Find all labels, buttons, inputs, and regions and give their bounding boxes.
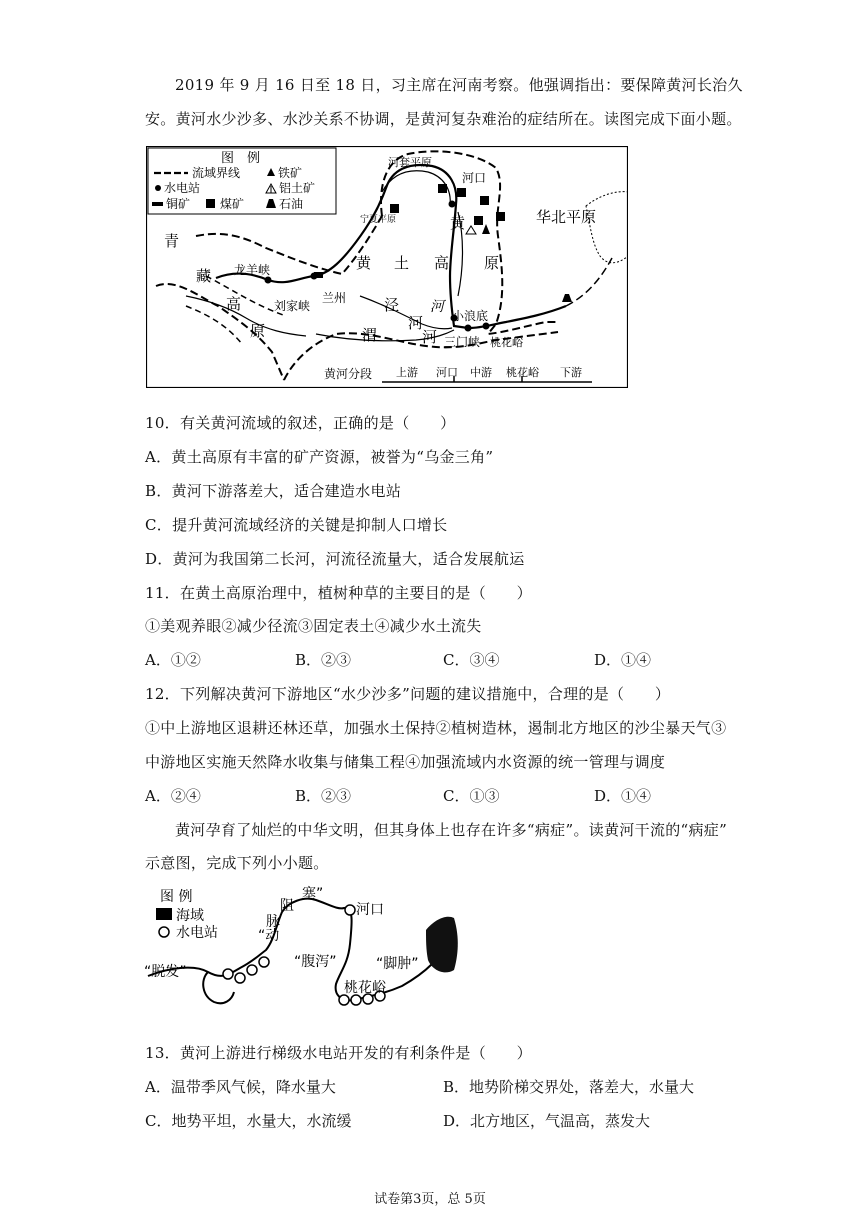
intro2-line-2: 示意图，完成下列小小题。 bbox=[145, 854, 329, 872]
q12-option-c: C．①③ bbox=[443, 787, 500, 805]
page-footer: 试卷第3页，总 5页 bbox=[374, 1192, 486, 1207]
q13-option-c: C．地势平坦，水量大，水流缓 bbox=[145, 1112, 352, 1130]
q11-option-c: C．③④ bbox=[443, 651, 500, 669]
q12-items-2: 中游地区实施天然降水收集与储集工程④加强流域内水资源的统一管理与调度 bbox=[145, 753, 666, 771]
legend-copper-label: 铜矿 bbox=[166, 197, 191, 211]
label-tuofa: “脱发” bbox=[144, 964, 187, 980]
q12-items-1: ①中上游地区退耕还林还草，加强水土保持②植树造林，遏制北方地区的沙尘暴天气③ bbox=[145, 719, 727, 737]
label-jing: 泾 bbox=[384, 296, 400, 314]
q13-stem: 13．黄河上游进行梯级水电站开发的有利条件是（ ） bbox=[145, 1044, 532, 1062]
seg-hekou: 河口 bbox=[436, 366, 458, 379]
station-5 bbox=[339, 995, 349, 1005]
intro2-line-1: 黄河孕育了灿烂的中华文明，但其身体上也存在许多“病症”。读黄河干流的“病症” bbox=[175, 821, 728, 839]
map2-legend-title: 图 例 bbox=[160, 889, 193, 905]
hydro-legend-icon bbox=[159, 927, 169, 937]
seg-upper: 上游 bbox=[396, 366, 418, 379]
hydro-station-icon bbox=[155, 185, 161, 191]
label-zang: 藏 bbox=[196, 267, 212, 285]
label-he-river: 河 bbox=[430, 299, 444, 315]
yellow-river-symptoms-map bbox=[144, 884, 464, 1020]
label-huabei: 华北平原 bbox=[536, 208, 597, 226]
label-mai: 脉 bbox=[266, 914, 280, 930]
label-ningxia: 宁夏平原 bbox=[360, 215, 397, 225]
q10-option-d: D．黄河为我国第二长河，河流径流量大，适合发展航运 bbox=[145, 550, 525, 568]
station-hekou bbox=[345, 905, 355, 915]
q12-option-b: B．②③ bbox=[295, 787, 352, 805]
coal-mine-1 bbox=[438, 184, 447, 193]
q13-option-a: A．温带季风气候，降水量大 bbox=[145, 1078, 336, 1096]
label-hekou-2: 河口 bbox=[356, 902, 384, 918]
q12-stem: 12．下列解决黄河下游地区“水少沙多”问题的建议措施中，合理的是（ ） bbox=[145, 685, 671, 703]
label-hetao: 河套平原 bbox=[388, 156, 432, 169]
seg-title: 黄河分段 bbox=[324, 367, 373, 381]
station-4 bbox=[259, 957, 269, 967]
label-he2: 河 bbox=[408, 314, 424, 332]
intro-line-2: 安。黄河水少沙多、水沙关系不协调，是黄河复杂难治的症结所在。读图完成下面小题。 bbox=[145, 110, 742, 128]
label-gao2: 高 bbox=[434, 254, 450, 272]
q10-option-b: B．黄河下游落差大，适合建造水电站 bbox=[145, 482, 402, 500]
label-yuan: 原 bbox=[250, 322, 266, 340]
map2-legend-sea: 海域 bbox=[176, 908, 204, 924]
coal-mine-6 bbox=[390, 204, 399, 213]
intro-line-1: 2019 年 9 月 16 日至 18 日，习主席在河南考察。他强调指出：要保障黄河长治久 bbox=[175, 76, 743, 94]
legend-iron-label: 铁矿 bbox=[278, 166, 303, 180]
label-hekou: 河口 bbox=[462, 171, 487, 185]
seg-middle: 中游 bbox=[470, 366, 492, 379]
coal-mine-5 bbox=[474, 216, 483, 225]
label-taohuayu-2: 桃花峪 bbox=[344, 980, 386, 996]
label-dong: “动 bbox=[258, 928, 280, 944]
label-tu: 土 bbox=[394, 254, 410, 272]
legend-boundary-label: 流域界线 bbox=[192, 166, 241, 180]
sea-region bbox=[426, 917, 458, 973]
label-zu: 阻 bbox=[280, 898, 294, 914]
label-huang2: 黄 bbox=[450, 214, 466, 232]
label-yuan2: 原 bbox=[484, 254, 500, 272]
label-wei: 渭 bbox=[362, 326, 378, 344]
legend-aluminum-label: 铝土矿 bbox=[279, 181, 316, 195]
label-lanzhou: 兰州 bbox=[322, 291, 347, 305]
legend-coal-label: 煤矿 bbox=[220, 197, 245, 211]
q11-option-d: D．①④ bbox=[594, 651, 652, 669]
label-longyangxia: 龙羊峡 bbox=[234, 263, 271, 277]
q11-items: ①美观养眼②减少径流③固定表土④减少水土流失 bbox=[145, 617, 482, 635]
sanmenxia-station bbox=[465, 325, 472, 332]
label-qing: 青 bbox=[164, 232, 180, 250]
taohuayu-station bbox=[483, 323, 490, 330]
label-xiaolangdi: 小浪底 bbox=[452, 309, 489, 323]
q13-option-d: D．北方地区，气温高，蒸发大 bbox=[443, 1112, 651, 1130]
map2-legend-hydro: 水电站 bbox=[176, 925, 218, 941]
label-jiaozhong: “脚肿” bbox=[376, 956, 419, 972]
legend-hydro-label: 水电站 bbox=[164, 181, 201, 195]
coal-mine-3 bbox=[480, 196, 489, 205]
q11-stem: 11．在黄土高原治理中，植树种草的主要目的是（ ） bbox=[145, 584, 532, 602]
q11-option-a: A．①② bbox=[145, 651, 201, 669]
q11-option-b: B．②③ bbox=[295, 651, 352, 669]
label-liujiaxia: 刘家峡 bbox=[274, 299, 311, 313]
station-6 bbox=[351, 995, 361, 1005]
q12-option-d: D．①④ bbox=[594, 787, 652, 805]
copper-ore-icon bbox=[152, 202, 163, 206]
seg-taohuayu: 桃花峪 bbox=[506, 366, 539, 379]
label-gao: 高 bbox=[226, 295, 242, 313]
station-1 bbox=[223, 969, 233, 979]
coal-mine-4 bbox=[496, 212, 505, 221]
longyangxia-station bbox=[265, 277, 272, 284]
seg-lower: 下游 bbox=[560, 366, 582, 379]
label-huang: 黄 bbox=[356, 254, 372, 272]
q10-option-c: C．提升黄河流域经济的关键是抑制人口增长 bbox=[145, 516, 448, 534]
q10-option-a: A．黄土高原有丰富的矿产资源，被誉为“乌金三角” bbox=[145, 448, 494, 466]
q12-option-a: A．②④ bbox=[145, 787, 201, 805]
sea-legend-icon bbox=[156, 908, 172, 920]
copper-mine bbox=[314, 272, 323, 278]
label-he3: 河 bbox=[422, 328, 438, 346]
q10-stem: 10．有关黄河流域的叙述，正确的是（ ） bbox=[145, 414, 456, 432]
yellow-river-basin-map bbox=[146, 146, 628, 388]
station-3 bbox=[247, 965, 257, 975]
hekou-station bbox=[449, 201, 456, 208]
label-taohuayu: 桃花峪 bbox=[490, 336, 523, 349]
label-sai: 塞” bbox=[302, 886, 324, 902]
map1-legend-title: 图 例 bbox=[221, 151, 261, 166]
station-2 bbox=[235, 973, 245, 983]
label-sanmenxia: 三门峡 bbox=[444, 335, 481, 349]
legend-oil-label: 石油 bbox=[279, 197, 304, 211]
coal-mine-2 bbox=[457, 188, 466, 197]
label-fuxie: “腹泻” bbox=[294, 954, 337, 970]
q13-option-b: B．地势阶梯交界处，落差大，水量大 bbox=[443, 1078, 695, 1096]
coal-mine-icon bbox=[206, 199, 215, 208]
